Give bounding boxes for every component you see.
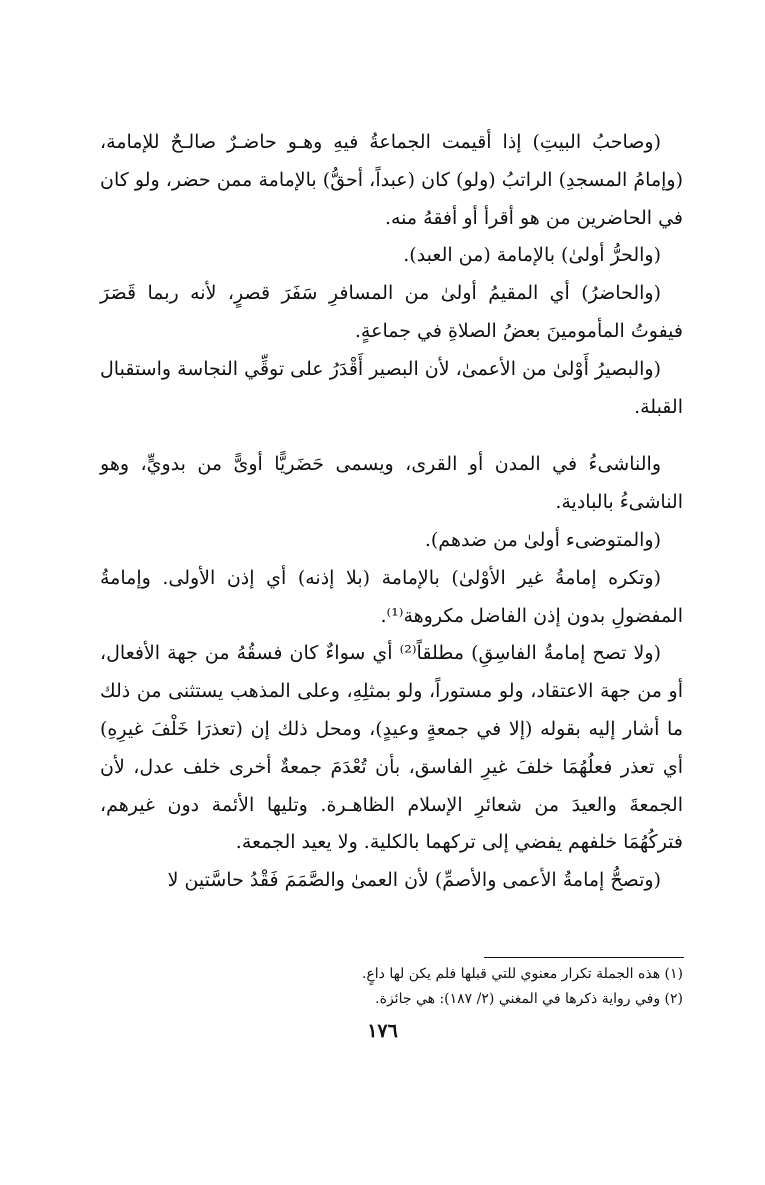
footnote-1: (١) هذه الجملة تكرار معنوي للتي قبلها فلم يكن لها داعٍ. [361, 966, 683, 982]
footnotes [100, 962, 683, 1012]
main-text [100, 124, 683, 900]
paragraph-free-man: (والحرُّ أولىٰ) بالإمامة (من العبد). [403, 244, 661, 267]
page-number: ١٧٦ [367, 1020, 398, 1042]
paragraph-sinner-imamate: (ولا تصح إمامةُ الفاسِقِ) مطلقاً⁽²⁾ أي سواءٌ كان فسقُهُ من جهة الأفعال، أو من جهة الاعتقاد، ولو مستوراً، ولو بمثلِهِ، وعلى المذهب يستثنى من ذلك ما أشار إليه بقوله (إلا في جمعةٍ وعيدٍ)، ومحل ذلك إن (تعذرَا خَلْفَ غيرِهِ) أي تعذر فعلُهُمَا خلفَ غيرِ الفاسق، بأن تُعْدَمَ جمعةٌ أخرى خلف عدل، لأن الجمعةَ والعيدَ من شعائرِ الإسلام الظاهـرة. وتليها الأئمة دون غيرهم، فتركُهُمَا خلفهم يفضي إلى تركهما بالكلية. ولا يعيد الجمعة. [100, 642, 683, 854]
paragraph-city-dweller: والناشىءُ في المدن أو القرى، ويسمى حَضَريًّا أوىًّ من بدويٍّ، وهو الناشىءُ بالبادية. [100, 453, 683, 514]
footnote-divider [484, 957, 684, 958]
footnote-2: (٢) وفي رواية ذكرها في المغني (٢/ ١٨٧): هي جائزة. [375, 991, 683, 1007]
paragraph-disliked-imamate: (وتكره إمامةُ غير الأوْلىٰ) بالإمامة (بلا إذنه) أي إذن الأولى. وإمامةُ المفضولِ بدون إذن الفاضل مكروهة⁽¹⁾. [100, 566, 683, 627]
paragraph-resident: (والحاضرُ) أي المقيمُ أولىٰ من المسافرِ سَفَرَ قصرٍ، لأنه ربما قَصَرَ فيفوتُ المأمومينَ بعضُ الصلاةِ في جماعةٍ. [100, 282, 683, 342]
paragraph-blind-deaf: (وتصحُّ إمامةُ الأعمى والأصمِّ) لأن العمىٰ والصَّمَمَ فَقْدُ حاسَّتين لا [167, 869, 661, 892]
paragraph-ablution: (والمتوضىء أولىٰ من ضدهم). [424, 528, 661, 551]
paragraph-spacer [100, 426, 683, 446]
paragraph-sighted: (والبصيرُ أَوْلىٰ من الأعمىٰ، لأن البصير أَقْدَرُ على توقِّي النجاسة واستقبال القبلة. [100, 357, 683, 418]
paragraph-house-owner: (وصاحبُ البيتِ) إذا أقيمت الجماعةُ فيهِ وهـو حاضـرٌ صالـحٌ للإمامة، (وإمامُ المسجدِ) الراتبُ (ولو) كان (عبداً، أحقُّ) بالإمامة ممن حضر، ولو كان في الحاضرين من هو أقرأ أو أفقهُ منه. [100, 131, 683, 229]
